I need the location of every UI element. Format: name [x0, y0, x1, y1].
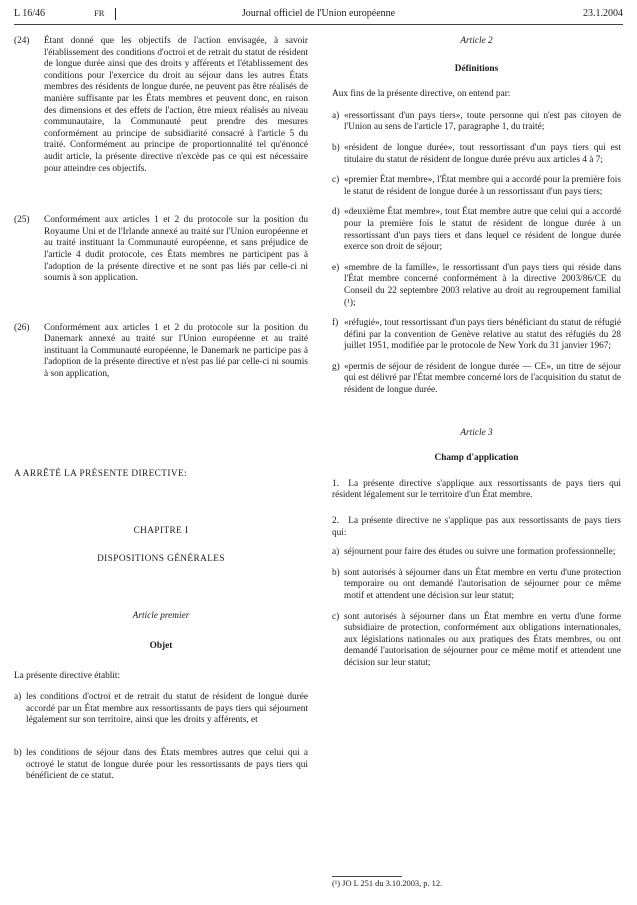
- list-item: c) «premier État membre», l'État membre qui a accordé pour la première fois le statut de résident de longue durée à un ressortissant d'un pays tiers;: [332, 175, 621, 197]
- article-1-heading: Article premier: [132, 611, 190, 622]
- right-column: [332, 36, 621, 679]
- list-item: c) sont autorisés à séjourner dans un État membre en vertu d'une forme subsidiaire de protection, conformément aux obligations internationales, aux législations nationales ou aux pratiques des États membres, ou ont demandé l'autorisation de séjourner pour ce même motif et attendent une décision sur leur statut;: [332, 611, 621, 668]
- chapter-number: CHAPITRE I: [133, 526, 189, 537]
- article-3-heading: Article 3: [460, 427, 493, 438]
- page-header: [14, 8, 623, 22]
- article-2-title: Définitions: [454, 63, 499, 74]
- article-2-heading: Article 2: [460, 36, 493, 46]
- language-code: FR: [94, 8, 105, 18]
- recital-number: (25): [14, 215, 30, 226]
- list-item: d) «deuxième État membre», tout État membre autre que celui qui a accordé pour la première fois le statut de résident de longue durée à un ressortissant d'un pays tiers et dans lequel ce résident de longue durée exerce son droit de séjour;: [332, 207, 621, 253]
- publication-date: 23.1.2004: [583, 8, 623, 19]
- article-3-title: Champ d'application: [434, 453, 519, 464]
- footnote: (¹) JO L 251 du 3.10.2003, p. 12.: [332, 879, 443, 888]
- journal-title: Journal officiel de l'Union européenne: [241, 8, 396, 19]
- article-3-paragraph-1: 1. La présente directive s'applique aux ressortissants de pays tiers qui résident légalement sur le territoire d'un État membre.: [332, 478, 621, 501]
- list-item: b) les conditions de séjour dans des États membres autres que celui qui a octroyé le statut de longue durée pour les ressortissants de pays tiers qui bénéficient de ce statut.: [14, 748, 308, 782]
- recital-24: [14, 36, 308, 175]
- recital-number: (26): [14, 322, 30, 333]
- header-rule: [14, 24, 623, 25]
- list-item: b) «résident de longue durée», tout ressortissant d'un pays tiers qui est titulaire du statut de résident de longue durée prévu aux articles 4 à 7;: [332, 142, 621, 165]
- recital-26: [14, 323, 308, 381]
- left-column: [14, 36, 308, 792]
- list-item: f) «réfugié», tout ressortissant d'un pays tiers bénéficiant du statut de réfugié défini par la convention de Genève relative au statut des réfugiés du 28 juillet 1951, modifiée par le protocole de New York du 31 janvier 1967;: [332, 318, 621, 352]
- article-1-title: Objet: [149, 641, 173, 652]
- list-item: g) «permis de séjour de résident de longue durée — CE», un titre de séjour qui est délivré par l'État membre concerné lors de l'acquisition du statut de résident de longue durée.: [332, 361, 622, 396]
- enacting-formula: A ARRÊTÉ LA PRÉSENTE DIRECTIVE:: [14, 468, 188, 479]
- list-item: b) sont autorisés à séjourner dans un État membre en vertu d'une protection temporaire ou ont demandé l'autorisation de séjourner pour ce même motif et attendent une décision sur leur statut;: [332, 567, 621, 601]
- page-reference: L 16/46: [14, 8, 46, 19]
- list-item: a) «ressortissant d'un pays tiers», toute personne qui n'est pas citoyen de l'Union au sens de l'article 17, paragraphe 1, du traité;: [332, 110, 621, 133]
- footnote-rule: [332, 876, 402, 877]
- recital-text: Conformément aux articles 1 et 2 du protocole sur la position du Royaume Uni et de l'Irlande annexé au traité sur l'Union européenne et au traité instituant la Communauté européenne, et sans préjudice de l'article 4 dudit protocole, ces États membres ne participent pas à l'adoption de la présente directive et ne sont pas liés par celle-ci ni soumis à son application.: [44, 215, 308, 284]
- recital-number: (24): [14, 36, 30, 46]
- recital-text: Étant donné que les objectifs de l'action envisagée, à savoir l'établissement des conditions d'octroi et de retrait du statut de résident de longue durée ainsi que des droits y afférents et l'établissement des conditions pour l'exercice du droit au séjour dans les autres États membres des résidents de longue durée, ne peuvent pas être réalisés de manière suffisante par les États membres et peuvent donc, en raison des dimensions et des effets de l'action, être mieux réalisés au niveau communautaire, la Communauté peut prendre des mesures conformément au principe de subsidiarité consacré à l'article 5 du traité. Conformément au principe de proportionnalité tel qu'énoncé audit article, la présente directive n'excède pas ce qui est nécessaire pour atteindre ces objectifs.: [44, 36, 308, 174]
- recital-text: Conformément aux articles 1 et 2 du protocole sur la position du Danemark annexé au traité sur l'Union européenne et au traité instituant la Communauté européenne, le Danemark ne participe pas à l'adoption de la présente directive et n'est pas lié par celle-ci ni soumis à son application,: [44, 322, 308, 380]
- article-1-intro: La présente directive établit:: [14, 670, 121, 681]
- list-item: a) séjournent pour faire des études ou suivre une formation professionnelle;: [332, 547, 616, 558]
- list-item: a) les conditions d'octroi et de retrait du statut de résident de longue durée accordé par un État membre aux ressortissants de pays tiers qui séjournent légalement sur son territoire, ainsi que les droits y afférents, et: [14, 692, 308, 726]
- article-3-paragraph-2: 2. La présente directive ne s'applique pas aux ressortissants de pays tiers qui:: [332, 516, 621, 538]
- article-2-intro: Aux fins de la présente directive, on entend par:: [332, 89, 511, 100]
- chapter-title: DISPOSITIONS GÉNÉRALES: [97, 553, 225, 564]
- list-item: e) «membre de la famille», le ressortissant d'un pays tiers qui réside dans l'État membre concerné conformément à la directive 2003/86/CE du Conseil du 22 septembre 2003 relative au droit au regroupement familial (¹);: [332, 262, 621, 308]
- recital-25: [14, 215, 308, 285]
